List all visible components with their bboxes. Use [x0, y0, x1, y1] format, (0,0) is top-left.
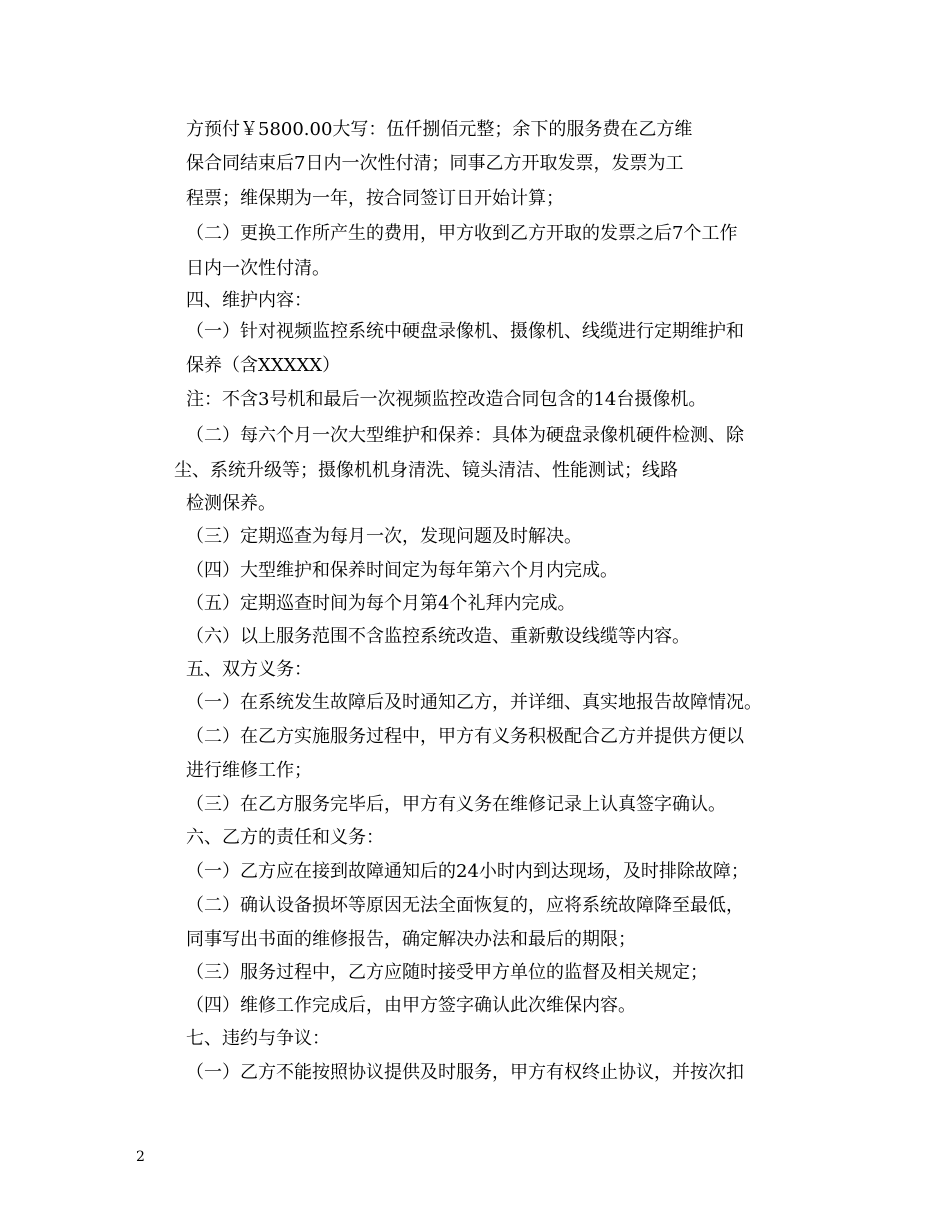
text-line: （三）在乙方服务完毕后，甲方有义务在维修记录上认真签字确认。 [186, 794, 726, 815]
text-line: 保养（含XXXXX） [186, 355, 341, 376]
text-line: （六）以上服务范围不含监控系统改造、重新敷设线缆等内容。 [186, 626, 690, 647]
text-line: （二）更换工作所产生的费用，甲方收到乙方开取的发票之后7个工作 [186, 223, 738, 244]
section-heading: 五、双方义务： [186, 659, 312, 680]
text-line: 保合同结束后7日内一次性付清；同事乙方开取发票，发票为工 [186, 153, 684, 174]
text-line: 方预付￥5800.00大写：伍仟捌佰元整；余下的服务费在乙方维 [186, 119, 693, 140]
text-line: （五）定期巡查时间为每个月第4个礼拜内完成。 [186, 593, 576, 614]
text-line: （二）确认设备损坏等原因无法全面恢复的，应将系统故障降至最低， [186, 895, 744, 916]
text-line: （四）大型维护和保养时间定为每年第六个月内完成。 [186, 560, 618, 581]
text-line: 尘、系统升级等；摄像机机身清洗、镜头清洁、性能测试；线路 [174, 460, 678, 481]
text-line: （三）服务过程中，乙方应随时接受甲方单位的监督及相关规定； [186, 962, 708, 983]
text-line: （一）针对视频监控系统中硬盘录像机、摄像机、线缆进行定期维护和 [186, 321, 744, 342]
text-line: （四）维修工作完成后，由甲方签字确认此次维保内容。 [186, 995, 636, 1016]
section-heading: 七、违约与争议： [186, 1028, 330, 1049]
text-line: （二）在乙方实施服务过程中，甲方有义务积极配合乙方并提供方便以 [186, 726, 744, 747]
text-line: （二）每六个月一次大型维护和保养：具体为硬盘录像机硬件检测、除 [186, 425, 744, 446]
text-line: 进行维修工作； [186, 760, 312, 781]
section-heading: 六、乙方的责任和义务： [186, 827, 384, 848]
text-line: 同事写出书面的维修报告，确定解决办法和最后的期限； [186, 929, 636, 950]
section-heading: 四、维护内容： [186, 290, 312, 311]
page-number: 2 [136, 1149, 145, 1165]
text-line: 日内一次性付清。 [186, 258, 330, 279]
text-line: （三）定期巡查为每月一次，发现问题及时解决。 [186, 526, 582, 547]
text-line: 检测保养。 [186, 493, 276, 514]
text-line: 程票；维保期为一年，按合同签订日开始计算； [186, 188, 564, 209]
text-line: （一）乙方应在接到故障通知后的24小时内到达现场，及时排除故障； [186, 861, 749, 882]
text-line: 注：不含3号机和最后一次视频监控改造合同包含的14台摄像机。 [186, 389, 707, 410]
text-line: （一）乙方不能按照协议提供及时服务，甲方有权终止协议，并按次扣 [186, 1062, 744, 1083]
text-line: （一）在系统发生故障后及时通知乙方，并详细、真实地报告故障情况。 [186, 692, 762, 713]
